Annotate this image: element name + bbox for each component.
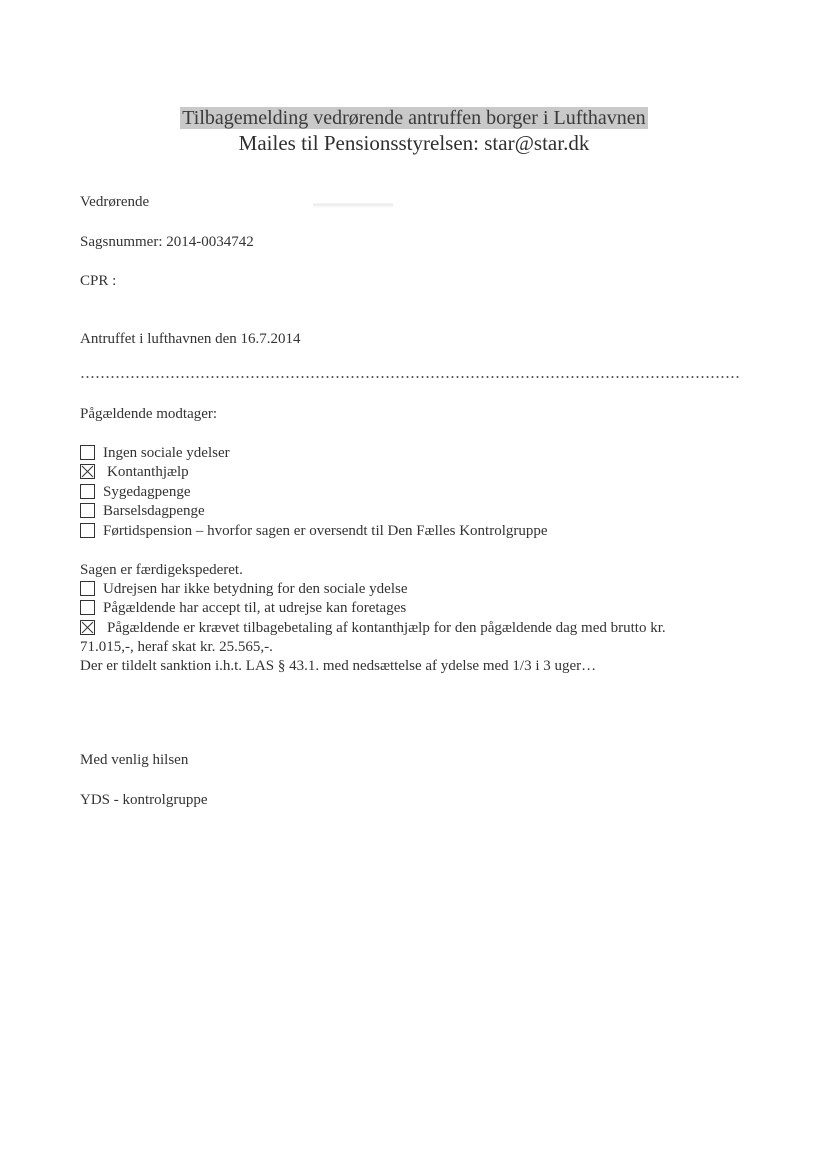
cross-mark-icon	[81, 465, 94, 478]
option-label: Ingen sociale ydelser	[103, 445, 230, 461]
checkbox	[80, 484, 95, 499]
option-label: Pågældende har accept til, at udrejse kan foretages	[103, 600, 407, 616]
checkbox-checked	[80, 464, 95, 479]
checkbox	[80, 503, 95, 518]
option-label: Førtidspension – hvorfor sagen er oversendt til Den Fælles Kontrolgruppe	[103, 523, 548, 539]
mail-instruction: Mailes til Pensionsstyrelsen: star@star.dk	[238, 131, 590, 155]
document-title-text: Tilbagemelding vedrørende antruffen borger i Lufthavnen	[182, 107, 646, 129]
option-label: Sygedagpenge	[103, 484, 191, 500]
encounter-date: Antruffet i lufthavnen den 16.7.2014	[80, 331, 301, 347]
checkbox	[80, 600, 95, 615]
regarding-label: Vedrørende	[80, 194, 150, 210]
sanction-text: Der er tildelt sanktion i.h.t. LAS § 43.1. med nedsættelse af ydelse med 1/3 i 3 uger…	[80, 658, 597, 674]
document-title	[0, 106, 828, 130]
cpr-label: CPR :	[80, 273, 117, 289]
option-label: Pågældende er krævet tilbagebetaling af kontanthjælp for den pågældende dag med brutto kr.	[107, 620, 666, 636]
option-label: Udrejsen har ikke betydning for den sociale ydelse	[103, 581, 408, 597]
case-number: Sagsnummer: 2014-0034742	[80, 234, 254, 250]
checkbox	[80, 445, 95, 460]
checkbox	[80, 523, 95, 538]
repayment-amount: 71.015,-, heraf skat kr. 25.565,-.	[80, 639, 273, 655]
checkbox	[80, 581, 95, 596]
sender: YDS - kontrolgruppe	[80, 792, 208, 808]
redacted-name	[313, 199, 393, 208]
closing-greeting: Med venlig hilsen	[80, 752, 189, 768]
dotted-separator	[80, 376, 740, 378]
receives-heading: Pågældende modtager:	[80, 406, 218, 422]
handling-heading: Sagen er færdigekspederet.	[80, 562, 243, 578]
checkbox-checked	[80, 620, 95, 635]
cross-mark-icon	[81, 621, 94, 634]
option-label: Barselsdagpenge	[103, 503, 205, 519]
option-label: Kontanthjælp	[107, 464, 189, 480]
